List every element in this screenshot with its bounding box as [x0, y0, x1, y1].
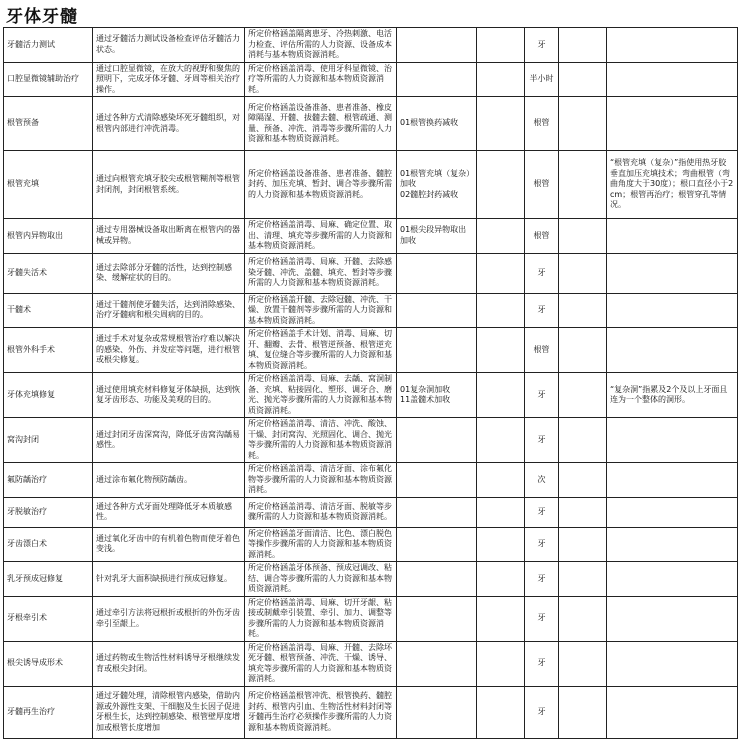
- blank-cell: [559, 97, 607, 151]
- blank-cell: [559, 373, 607, 418]
- table-row: [4, 293, 738, 328]
- item-name-cell: 牙体充填修复: [4, 373, 93, 418]
- item-content-cell: 通过药物或生物活性材料诱导牙根继续发育或根尖封闭。: [93, 641, 245, 686]
- pricing-unit-cell: 牙: [525, 527, 559, 562]
- fee-scope-cell: 所定价格涵盖根管冲洗、根管换药、髓腔封药、根管内引血、生物活性材料封闭等牙髓再生治疗必须操作步骤所需的人力资源和基本物质资源消耗。: [245, 686, 397, 738]
- item-name-cell: 根尖诱导成形术: [4, 641, 93, 686]
- remark-cell: [607, 641, 738, 686]
- blank-cell: [477, 562, 525, 597]
- item-content-cell: 通过牵引方法将冠根折或根折的外伤牙齿牵引至龈上。: [93, 596, 245, 641]
- item-content-cell: 通过氧化牙齿中的有机着色物而使牙着色变浅。: [93, 527, 245, 562]
- addon-item-cell: [397, 62, 477, 97]
- fee-table: [3, 27, 738, 739]
- pricing-unit-cell: 根管: [525, 328, 559, 373]
- remark-cell: [607, 28, 738, 63]
- fee-scope-cell: 所定价格涵盖消毒、局麻、切开牙龈、粘接或制戴牵引装置、牵引、加力、调整等步骤所需的人力资源和基本物质资源消耗。: [245, 596, 397, 641]
- addon-item-cell: 01根尖段异物取出加收: [397, 219, 477, 254]
- remark-cell: [607, 219, 738, 254]
- table-row: [4, 686, 738, 738]
- item-content-cell: 通过去除部分牙髓的活性，达到控制感染、缓解症状的目的。: [93, 253, 245, 293]
- table-row: [4, 596, 738, 641]
- remark-cell: [607, 686, 738, 738]
- fee-scope-cell: 所定价格涵盖消毒、局麻、开髓、去除坏死牙髓、根管预备、冲洗、干燥、诱导、填充等步骤所需的人力资源和基本物质资源消耗。: [245, 641, 397, 686]
- addon-item-cell: [397, 328, 477, 373]
- fee-scope-cell: 所定价格涵盖消毒、使用牙科显微镜、治疗等所需的人力资源和基本物质资源消耗。: [245, 62, 397, 97]
- item-content-cell: 通过牙髓活力测试设备检查评估牙髓活力状态。: [93, 28, 245, 63]
- pricing-unit-cell: 牙: [525, 641, 559, 686]
- blank-cell: [477, 641, 525, 686]
- fee-scope-cell: 所定价格涵盖设备准备、患者准备、髓腔封药、加压充填、暂封、调合等步骤所需的人力资源和基本物质资源消耗。: [245, 151, 397, 219]
- remark-cell: [607, 62, 738, 97]
- addon-item-cell: 01根管充填（复杂）加收 02髓腔封药减收: [397, 151, 477, 219]
- blank-cell: [477, 328, 525, 373]
- fee-scope-cell: 所定价格涵盖隔离患牙、冷热刺激、电活力检查、评估所需的人力资源、设备成本消耗与基本物质资源消耗。: [245, 28, 397, 63]
- blank-cell: [559, 219, 607, 254]
- item-name-cell: 根管内异物取出: [4, 219, 93, 254]
- blank-cell: [477, 97, 525, 151]
- fee-scope-cell: 所定价格涵盖消毒、局麻、去龋、窝洞制备、充填、粘接固化、塑形、调牙合、磨光、抛光等步骤所需的人力资源和基本物质资源消耗。: [245, 373, 397, 418]
- table-row: [4, 97, 738, 151]
- addon-item-cell: [397, 253, 477, 293]
- blank-cell: [559, 497, 607, 527]
- addon-item-cell: [397, 686, 477, 738]
- remark-cell: [607, 97, 738, 151]
- blank-cell: [559, 62, 607, 97]
- pricing-unit-cell: 根管: [525, 151, 559, 219]
- table-row: [4, 219, 738, 254]
- blank-cell: [477, 62, 525, 97]
- blank-cell: [559, 151, 607, 219]
- item-content-cell: 通过专用器械设备取出断离在根管内的器械或异物。: [93, 219, 245, 254]
- fee-scope-cell: 所定价格涵盖消毒、局麻、开髓、去除感染牙髓、冲洗、盖髓、填充、暂封等步骤所需的人力资源和基本物质资源消耗。: [245, 253, 397, 293]
- remark-cell: [607, 527, 738, 562]
- blank-cell: [559, 328, 607, 373]
- item-name-cell: 牙根牵引术: [4, 596, 93, 641]
- remark-cell: [607, 463, 738, 498]
- blank-cell: [477, 253, 525, 293]
- remark-cell: [607, 562, 738, 597]
- blank-cell: [477, 28, 525, 63]
- fee-scope-cell: 所定价格涵盖牙体预备、预成冠调改、粘结、调合等步骤所需的人力资源和基本物质资源消耗。: [245, 562, 397, 597]
- addon-item-cell: [397, 562, 477, 597]
- pricing-unit-cell: 牙: [525, 686, 559, 738]
- item-name-cell: 牙齿漂白术: [4, 527, 93, 562]
- remark-cell: [607, 328, 738, 373]
- blank-cell: [477, 373, 525, 418]
- remark-cell: [607, 418, 738, 463]
- remark-cell: “复杂洞”指累及2个及以上牙面且连为一个整体的洞形。: [607, 373, 738, 418]
- item-name-cell: 窝沟封闭: [4, 418, 93, 463]
- remark-cell: [607, 497, 738, 527]
- blank-cell: [559, 253, 607, 293]
- item-name-cell: 牙脱敏治疗: [4, 497, 93, 527]
- item-name-cell: 干髓术: [4, 293, 93, 328]
- pricing-unit-cell: 半小时: [525, 62, 559, 97]
- pricing-unit-cell: 牙: [525, 28, 559, 63]
- pricing-unit-cell: 牙: [525, 253, 559, 293]
- item-name-cell: 牙髓再生治疗: [4, 686, 93, 738]
- item-name-cell: 氟防龋治疗: [4, 463, 93, 498]
- item-content-cell: 通过口腔显微镜，在放大的视野和聚焦的照明下，完成牙体牙髓、牙周等相关治疗操作。: [93, 62, 245, 97]
- table-row: [4, 527, 738, 562]
- table-row: [4, 151, 738, 219]
- blank-cell: [477, 219, 525, 254]
- blank-cell: [559, 293, 607, 328]
- item-content-cell: 通过手术对复杂或常规根管治疗难以解决的感染、外伤、并发症等问题，进行根管或根尖修复。: [93, 328, 245, 373]
- blank-cell: [477, 463, 525, 498]
- table-row: [4, 373, 738, 418]
- item-content-cell: 通过各种方式牙面处理降低牙本质敏感性。: [93, 497, 245, 527]
- fee-scope-cell: 所定价格涵盖消毒、局麻、确定位置、取出、清理、填充等步骤所需的人力资源和基本物质资源消耗。: [245, 219, 397, 254]
- item-content-cell: 通过各种方式清除感染坏死牙髓组织，对根管内部进行冲洗消毒。: [93, 97, 245, 151]
- blank-cell: [559, 686, 607, 738]
- addon-item-cell: [397, 497, 477, 527]
- addon-item-cell: 01复杂洞加收 11盖髓术加收: [397, 373, 477, 418]
- addon-item-cell: [397, 527, 477, 562]
- remark-cell: [607, 293, 738, 328]
- fee-scope-cell: 所定价格涵盖开髓、去除冠髓、冲洗、干燥、放置干髓剂等步骤所需的人力资源和基本物质资源消耗。: [245, 293, 397, 328]
- pricing-unit-cell: 牙: [525, 562, 559, 597]
- addon-item-cell: [397, 596, 477, 641]
- table-row: [4, 28, 738, 63]
- item-content-cell: 通过涂布氟化物预防龋齿。: [93, 463, 245, 498]
- table-row: [4, 62, 738, 97]
- item-name-cell: 乳牙预成冠修复: [4, 562, 93, 597]
- blank-cell: [559, 28, 607, 63]
- item-content-cell: 通过牙髓处理，清除根管内感染，借助内源或外源性支架、干细胞及生长因子促进牙根生长，达到控制感染、根管壁厚度增加或根管长度增加: [93, 686, 245, 738]
- blank-cell: [559, 463, 607, 498]
- blank-cell: [477, 686, 525, 738]
- item-content-cell: 通过使用填充材料修复牙体缺损，达到恢复牙齿形态、功能及美观的目的。: [93, 373, 245, 418]
- item-name-cell: 根管外科手术: [4, 328, 93, 373]
- blank-cell: [559, 562, 607, 597]
- table-row: [4, 328, 738, 373]
- table-row: [4, 497, 738, 527]
- blank-cell: [559, 527, 607, 562]
- page-title: 牙体牙髓: [6, 7, 78, 27]
- addon-item-cell: [397, 28, 477, 63]
- fee-scope-cell: 所定价格涵盖消毒、清洁牙面、涂布氟化物等步骤所需的人力资源和基本物质资源消耗。: [245, 463, 397, 498]
- blank-cell: [477, 293, 525, 328]
- pricing-unit-cell: 牙: [525, 497, 559, 527]
- blank-cell: [559, 418, 607, 463]
- pricing-unit-cell: 牙: [525, 293, 559, 328]
- blank-cell: [477, 497, 525, 527]
- remark-cell: [607, 596, 738, 641]
- blank-cell: [477, 418, 525, 463]
- item-content-cell: 通过向根管充填牙胶尖或根管糊剂等根管封闭剂，封闭根管系统。: [93, 151, 245, 219]
- blank-cell: [559, 641, 607, 686]
- fee-scope-cell: 所定价格涵盖牙面清洁、比色、漂白脱色等操作步骤所需的人力资源和基本物质资源消耗。: [245, 527, 397, 562]
- pricing-unit-cell: 牙: [525, 373, 559, 418]
- addon-item-cell: [397, 418, 477, 463]
- table-row: [4, 463, 738, 498]
- item-name-cell: 牙髓活力测试: [4, 28, 93, 63]
- table-row: [4, 562, 738, 597]
- fee-scope-cell: 所定价格涵盖手术计划、消毒、局麻、切开、翻瓣、去骨、根管逆预备、根管逆充填、复位缝合等步骤所需的人力资源和基本物质资源消耗。: [245, 328, 397, 373]
- item-content-cell: 通过封闭牙齿深窝沟，降低牙齿窝沟龋易感性。: [93, 418, 245, 463]
- blank-cell: [559, 596, 607, 641]
- item-content-cell: 针对乳牙大面积缺损进行预成冠修复。: [93, 562, 245, 597]
- blank-cell: [477, 527, 525, 562]
- remark-cell: “根管充填（复杂）”指使用热牙胶垂直加压充填技术；弯曲根管（弯曲角度大于30度）；根口直径小于2cm；根管再治疗；根管穿孔等情况。: [607, 151, 738, 219]
- table-row: [4, 641, 738, 686]
- pricing-unit-cell: 次: [525, 463, 559, 498]
- addon-item-cell: [397, 293, 477, 328]
- fee-scope-cell: 所定价格涵盖设备准备、患者准备、橡皮障隔湿、开髓、拔髓去髓、根管疏通、测量、预备、冲洗、消毒等步骤所需的人力资源和基本物质资源消耗。: [245, 97, 397, 151]
- fee-scope-cell: 所定价格涵盖消毒、清洁、冲洗、酸蚀、干燥、封闭窝沟、光照固化、调合、抛光等步骤所需的人力资源和基本物质资源消耗。: [245, 418, 397, 463]
- pricing-unit-cell: 根管: [525, 219, 559, 254]
- remark-cell: [607, 253, 738, 293]
- blank-cell: [477, 151, 525, 219]
- pricing-unit-cell: 根管: [525, 97, 559, 151]
- fee-scope-cell: 所定价格涵盖消毒、清洁牙面、脱敏等步骤所需的人力资源和基本物质资源消耗。: [245, 497, 397, 527]
- pricing-unit-cell: 牙: [525, 596, 559, 641]
- item-content-cell: 通过干髓剂使牙髓失活，达到消除感染、治疗牙髓病和根尖周病的目的。: [93, 293, 245, 328]
- item-name-cell: 口腔显微镜辅助治疗: [4, 62, 93, 97]
- addon-item-cell: 01根管换药减收: [397, 97, 477, 151]
- blank-cell: [477, 596, 525, 641]
- item-name-cell: 根管充填: [4, 151, 93, 219]
- addon-item-cell: [397, 463, 477, 498]
- item-name-cell: 根管预备: [4, 97, 93, 151]
- table-row: [4, 253, 738, 293]
- item-name-cell: 牙髓失活术: [4, 253, 93, 293]
- addon-item-cell: [397, 641, 477, 686]
- pricing-unit-cell: 牙: [525, 418, 559, 463]
- table-row: [4, 418, 738, 463]
